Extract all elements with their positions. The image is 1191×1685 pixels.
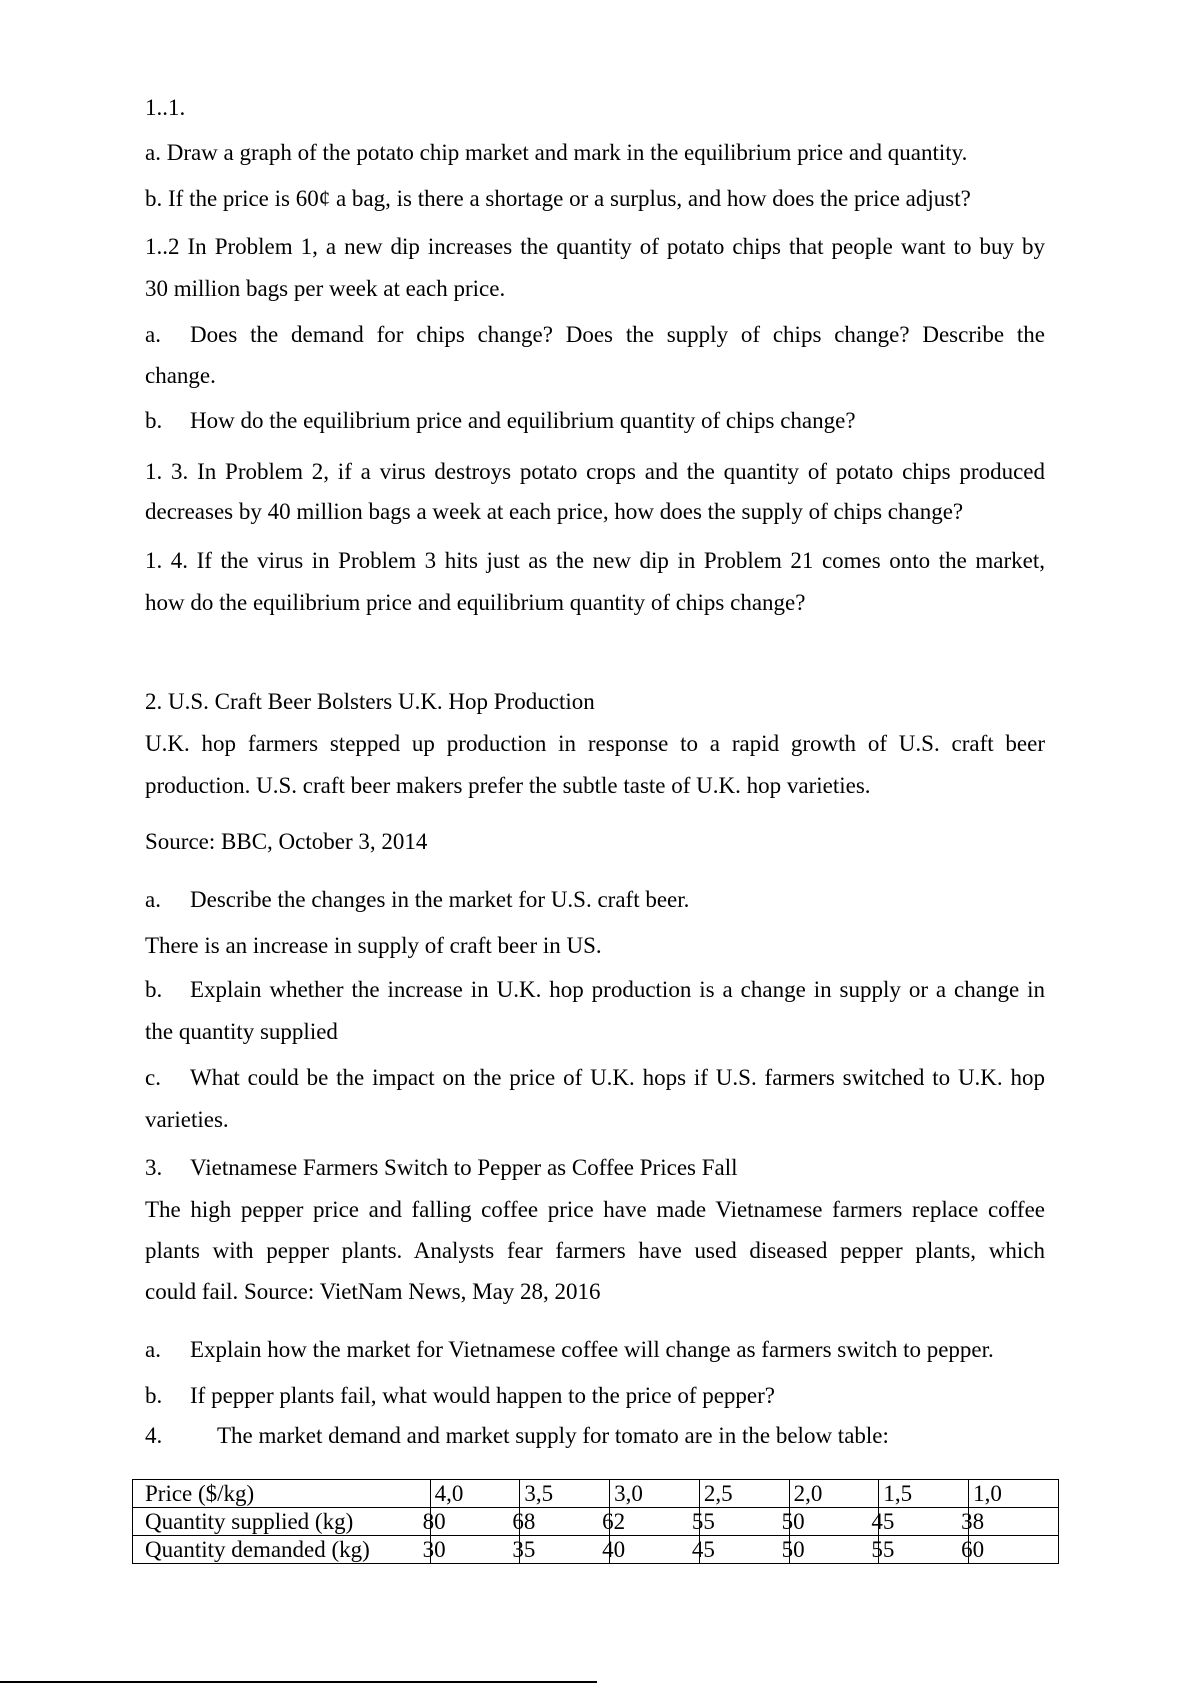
cell-value: 30 bbox=[422, 1536, 446, 1562]
cell-value: 38 bbox=[961, 1508, 985, 1534]
q1-heading: 1..1. bbox=[145, 95, 186, 120]
q1-3-line2: decreases by 40 million bags a week at each price, how does the supply of chips change? bbox=[145, 499, 964, 524]
cell-value: 4,0 bbox=[434, 1480, 464, 1506]
table-cell bbox=[781, 1536, 879, 1564]
item-label: b. bbox=[145, 977, 163, 1002]
item-text: The market demand and market supply for tomato are in the below table: bbox=[217, 1423, 889, 1448]
q1-2b bbox=[145, 407, 1045, 434]
table-cell bbox=[610, 1480, 700, 1508]
item-text: If pepper plants fail, what would happen to the price of pepper? bbox=[190, 1383, 776, 1408]
table-cell bbox=[602, 1508, 700, 1536]
cell-value: 50 bbox=[781, 1536, 805, 1562]
item-label: 4. bbox=[145, 1423, 163, 1448]
table-cell bbox=[430, 1480, 520, 1508]
cell-value: 55 bbox=[691, 1508, 715, 1534]
cell-value: 2,5 bbox=[703, 1480, 733, 1506]
supply-demand-table bbox=[132, 1479, 1059, 1564]
item-text: Vietnamese Farmers Switch to Pepper as Coffee Prices Fall bbox=[190, 1155, 738, 1180]
cell-value: 1,5 bbox=[883, 1480, 913, 1506]
q3-body-line2: plants with pepper plants. Analysts fear farmers have used diseased pepper plants, which bbox=[145, 1238, 1045, 1263]
table-cell bbox=[961, 1536, 1059, 1564]
q1-2a-line1 bbox=[145, 321, 1045, 348]
q3-body-line1: The high pepper price and falling coffee price have made Vietnamese farmers replace coffee bbox=[145, 1197, 1045, 1222]
item-text: Does the demand for chips change? Does the supply of chips change? Describe the bbox=[190, 322, 1045, 347]
cell-value: 3,5 bbox=[524, 1480, 554, 1506]
table-cell bbox=[520, 1480, 610, 1508]
q1-3-line1: 1. 3. In Problem 2, if a virus destroys potato crops and the quantity of potato chips produced bbox=[145, 459, 1045, 484]
q2-body-line2: production. U.S. craft beer makers prefer the subtle taste of U.K. hop varieties. bbox=[145, 773, 871, 798]
cell-value: 35 bbox=[512, 1536, 536, 1562]
quantity-demanded-row bbox=[133, 1536, 1059, 1564]
item-label: 3. bbox=[145, 1155, 163, 1180]
item-text: What could be the impact on the price of U.K. hops if U.S. farmers switched to U.K. hop bbox=[190, 1065, 1045, 1090]
cell-value: 45 bbox=[691, 1536, 715, 1562]
item-label: c. bbox=[145, 1065, 161, 1090]
table-cell bbox=[879, 1480, 969, 1508]
table-cell bbox=[602, 1536, 700, 1564]
table-cell bbox=[512, 1508, 610, 1536]
q1-4-line2: how do the equilibrium price and equilibrium quantity of chips change? bbox=[145, 590, 806, 615]
q2-c-line1 bbox=[145, 1064, 1045, 1091]
cell-value: 68 bbox=[512, 1508, 536, 1534]
q2-answer: There is an increase in supply of craft beer in US. bbox=[145, 933, 602, 958]
cell-value: 60 bbox=[961, 1536, 985, 1562]
table-cell bbox=[422, 1508, 520, 1536]
q2-b-line1 bbox=[145, 976, 1045, 1003]
item-text: Explain whether the increase in U.K. hop production is a change in supply or a change in bbox=[190, 977, 1045, 1002]
table-cell bbox=[512, 1536, 610, 1564]
item-text: Explain how the market for Vietnamese coffee will change as farmers switch to pepper. bbox=[190, 1337, 994, 1362]
cell-value: 62 bbox=[602, 1508, 626, 1534]
row-label: Quantity supplied (kg) bbox=[133, 1508, 431, 1536]
row-label: Price ($/kg) bbox=[133, 1480, 431, 1508]
table-cell bbox=[691, 1508, 789, 1536]
cell-value: 50 bbox=[781, 1508, 805, 1534]
table-cell bbox=[961, 1508, 1059, 1536]
row-label: Quantity demanded (kg) bbox=[133, 1536, 431, 1564]
q1-2-line1: 1..2 In Problem 1, a new dip increases the quantity of potato chips that people want to buy by bbox=[145, 234, 1045, 259]
q1-b: b. If the price is 60¢ a bag, is there a shortage or a surplus, and how does the price adjust? bbox=[145, 186, 971, 211]
table-cell bbox=[781, 1508, 879, 1536]
item-label: a. bbox=[145, 887, 161, 912]
q2-body-line1: U.K. hop farmers stepped up production in response to a rapid growth of U.S. craft beer bbox=[145, 731, 1045, 756]
cell-value: 40 bbox=[602, 1536, 626, 1562]
q3-b bbox=[145, 1382, 1045, 1409]
q2-title: 2. U.S. Craft Beer Bolsters U.K. Hop Production bbox=[145, 689, 595, 714]
cell-value: 80 bbox=[422, 1508, 446, 1534]
item-label: b. bbox=[145, 1383, 163, 1408]
cell-value: 1,0 bbox=[973, 1480, 1002, 1506]
q1-a: a. Draw a graph of the potato chip market and mark in the equilibrium price and quantity. bbox=[145, 140, 968, 165]
q1-2a-line2: change. bbox=[145, 363, 216, 388]
table-cell bbox=[691, 1536, 789, 1564]
cell-value: 55 bbox=[871, 1536, 895, 1562]
q3-a bbox=[145, 1336, 1045, 1363]
table-cell bbox=[969, 1480, 1059, 1508]
cell-value: 2,0 bbox=[793, 1480, 823, 1506]
page-divider bbox=[0, 1681, 597, 1683]
q3-title bbox=[145, 1154, 1045, 1181]
item-text: Describe the changes in the market for U.S. craft beer. bbox=[190, 887, 690, 912]
item-label: a. bbox=[145, 322, 161, 347]
item-text: How do the equilibrium price and equilibrium quantity of chips change? bbox=[190, 408, 856, 433]
q2-a bbox=[145, 886, 1045, 913]
table-cell bbox=[699, 1480, 789, 1508]
table-cell bbox=[871, 1508, 969, 1536]
q1-4-line1: 1. 4. If the virus in Problem 3 hits just as the new dip in Problem 21 comes onto the market, bbox=[145, 548, 1045, 573]
table-cell bbox=[422, 1536, 520, 1564]
q2-c-line2: varieties. bbox=[145, 1107, 229, 1132]
q4-title bbox=[145, 1422, 1045, 1449]
q2-b-line2: the quantity supplied bbox=[145, 1019, 338, 1044]
table-cell bbox=[871, 1536, 969, 1564]
cell-value: 45 bbox=[871, 1508, 895, 1534]
q3-body-line3: could fail. Source: VietNam News, May 28, 2016 bbox=[145, 1279, 601, 1304]
table-cell bbox=[789, 1480, 879, 1508]
q1-2-line2: 30 million bags per week at each price. bbox=[145, 276, 506, 301]
q2-source: Source: BBC, October 3, 2014 bbox=[145, 829, 428, 854]
quantity-supplied-row bbox=[133, 1508, 1059, 1536]
cell-value: 3,0 bbox=[614, 1480, 643, 1506]
price-row bbox=[133, 1480, 1059, 1508]
item-label: a. bbox=[145, 1337, 161, 1362]
item-label: b. bbox=[145, 408, 163, 433]
